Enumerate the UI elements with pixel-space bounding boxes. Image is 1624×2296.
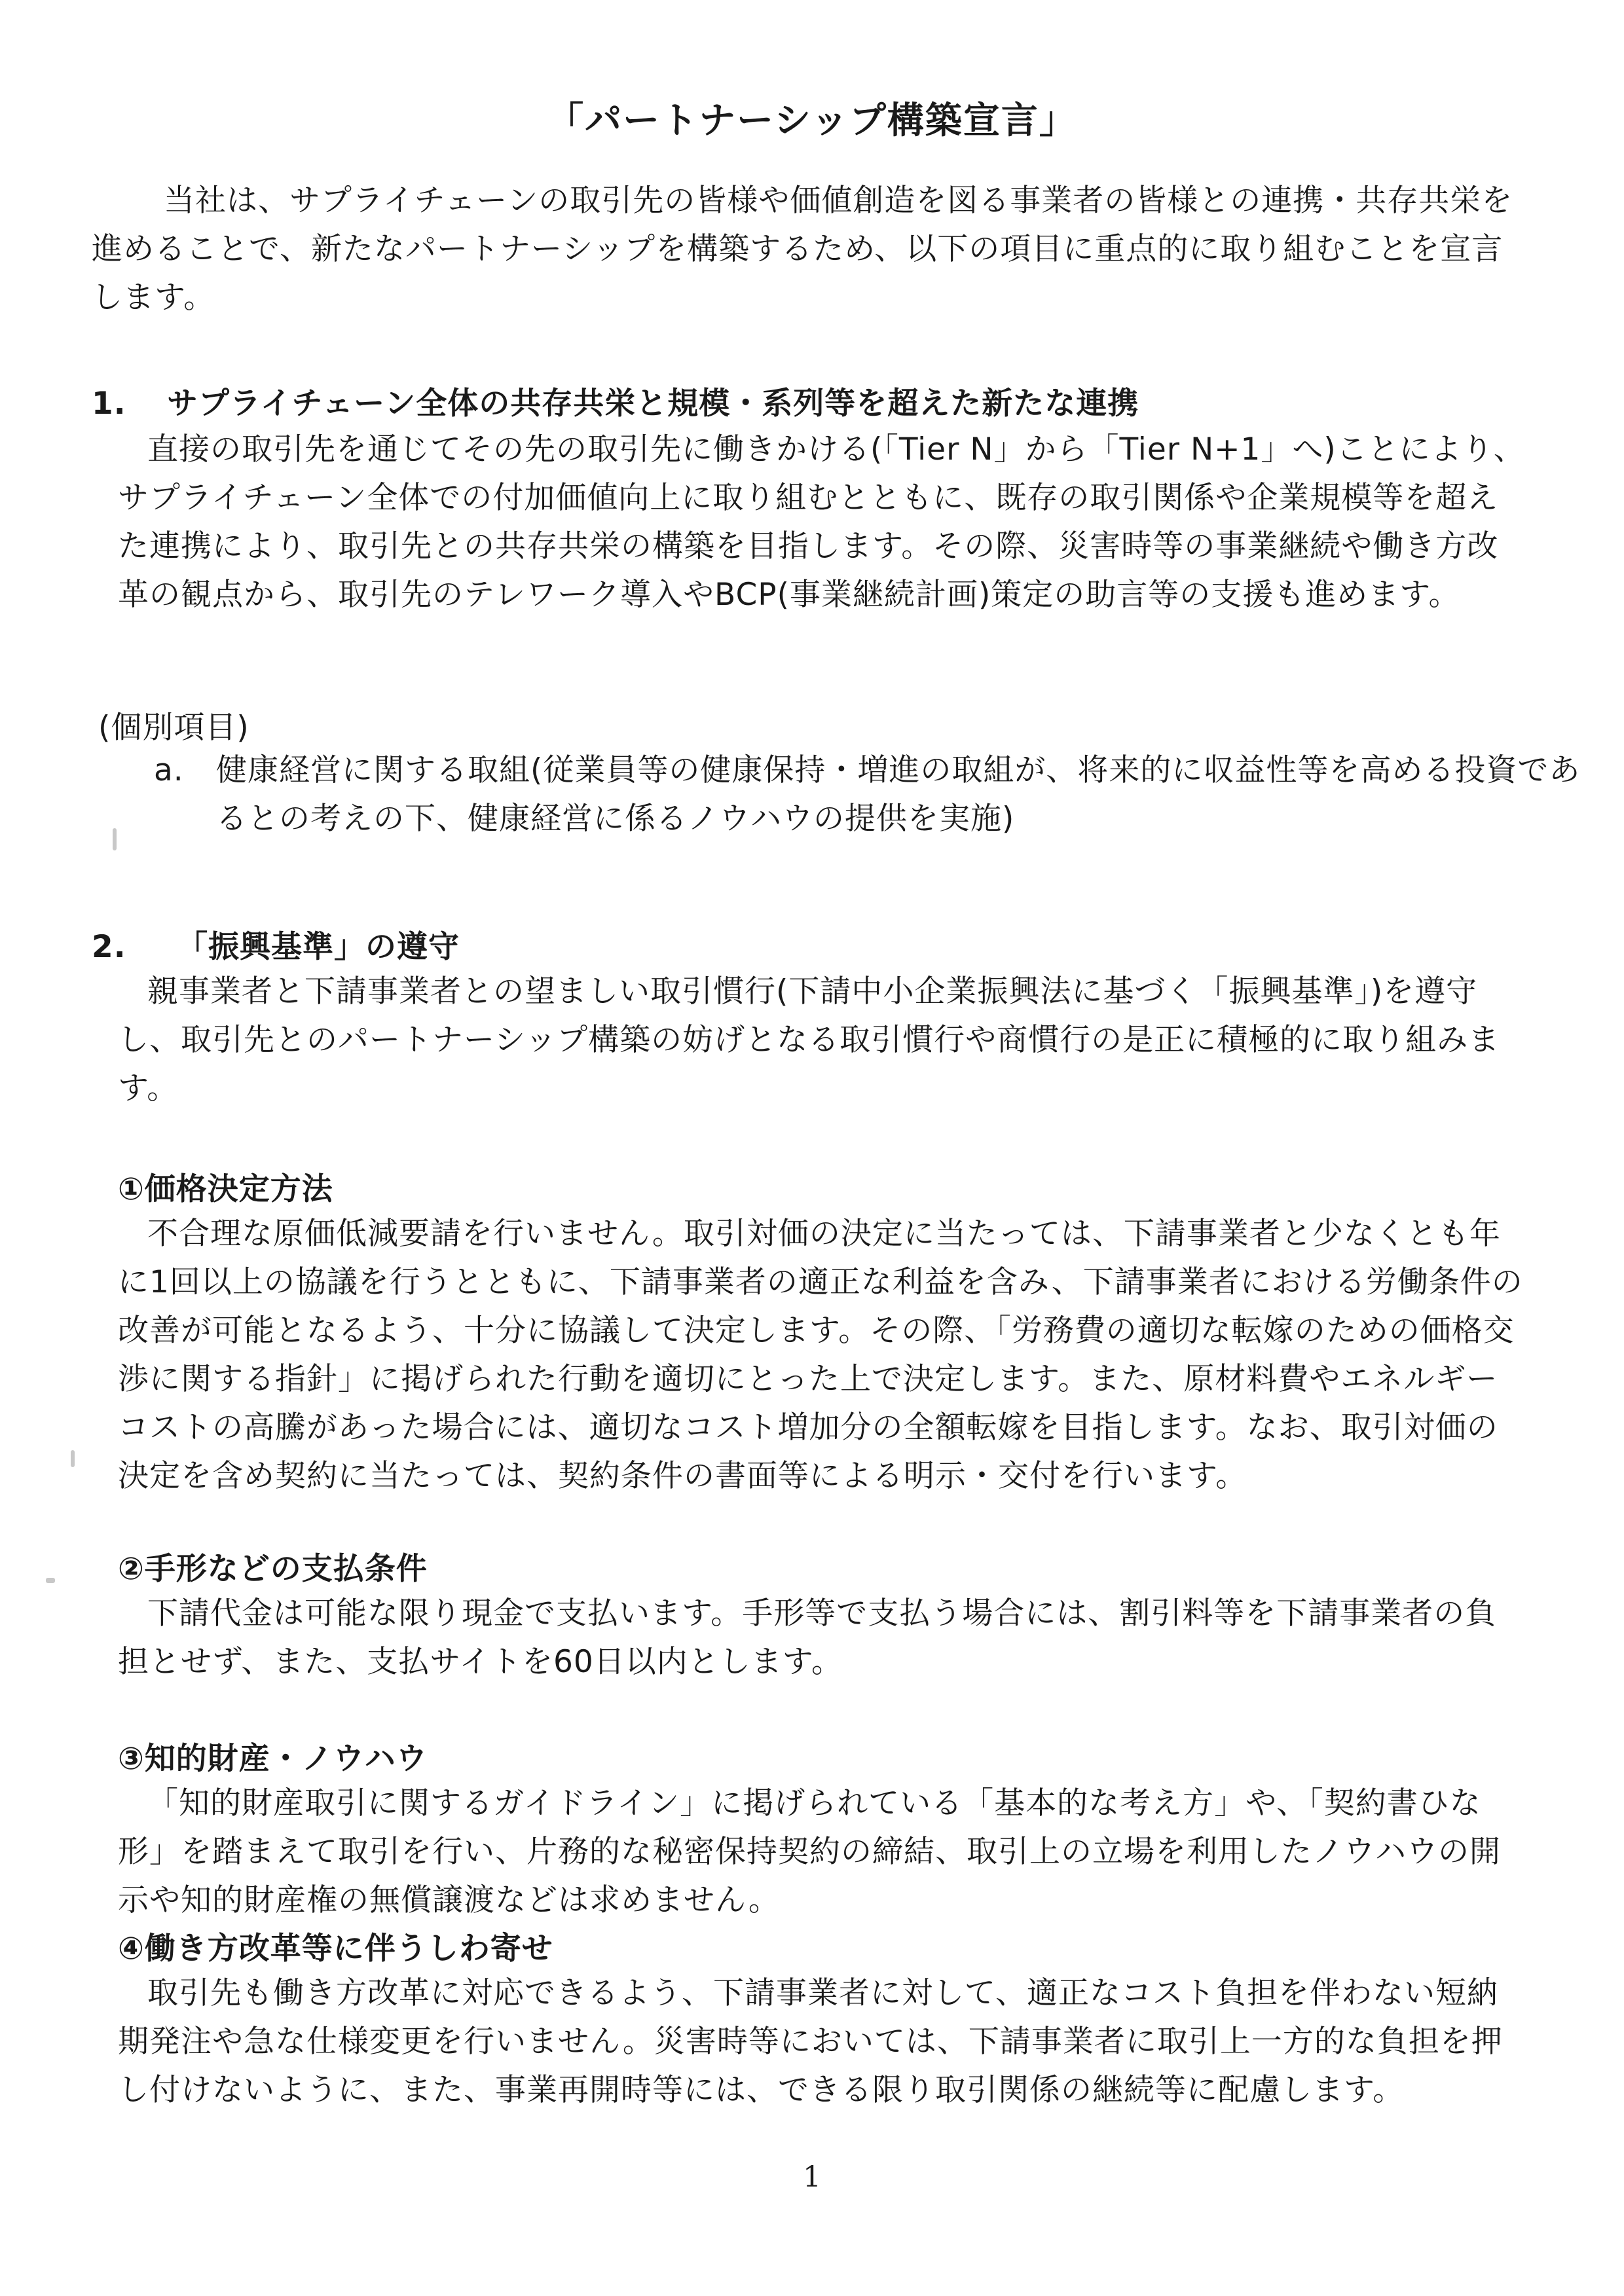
section-1-number: 1. [92,386,126,422]
section-2-number: 2. [92,929,126,965]
list-item-a [154,746,1585,843]
scan-artifact [113,828,117,850]
list-item-a-marker: a. [154,752,184,788]
list-item-a-text: 健康経営に関する取組(従業員等の健康保持・増進の取組が、将来的に収益性等を高める投資であるとの考えの下、健康経営に係るノウハウの提供を実施) [216,752,1581,837]
page-title: 「パートナーシップ構築宣言」 [547,100,1077,142]
subsection-4-body: 取引先も働き方改革に対応できるよう、下請事業者に対して、適正なコスト負担を伴わない短納期発注や急な仕様変更を行いません。災害時等においては、下請事業者に取引上一方的な負担を押し付けないように、また、事業再開時等には、できる限り取引関係の継続等に配慮します。 [118,1975,1503,2108]
subsection-4-heading: ④働き方改革等に伴うしわ寄せ [118,1931,553,1967]
subsection-3-body: 「知的財産取引に関するガイドライン」に掲げられている「基本的な考え方」や、「契約書ひな形」を踏まえて取引を行い、片務的な秘密保持契約の締結、取引上の立場を利用したノウハウの開示や知的財産権の無償譲渡などは求めません。 [118,1785,1501,1918]
subsection-1-body: 不合理な原価低減要請を行いません。取引対価の決定に当たっては、下請事業者と少なくとも年に1回以上の協議を行うとともに、下請事業者の適正な利益を含み、下請事業者における労働条件の改善が可能となるよう、十分に協議して決定します。その際、「労務費の適切な転嫁のための価格交渉に関する指針」に掲げられた行動を適切にとった上で決定します。また、原材料費やエネルギーコストの高騰があった場合には、適切なコスト増加分の全額転嫁を目指します。なお、取引対価の決定を含め契約に当たっては、契約条件の書面等による明示・交付を行います。 [118,1216,1523,1494]
subsection-2-body: 下請代金は可能な限り現金で支払います。手形等で支払う場合には、割引料等を下請事業者の負担とせず、また、支払サイトを60日以内とします。 [118,1595,1497,1680]
scan-artifact [71,1450,75,1467]
section-1-title: サプライチェーン全体の共存共栄と規模・系列等を超えた新たな連携 [167,386,1139,422]
section-1-body: 直接の取引先を通じてその先の取引先に働きかける(「Tier N」から「Tier N+1」へ)ことにより、サプライチェーン全体での付加価値向上に取り組むとともに、既存の取引関係や企業規模等を超えた連携により、取引先との共存共栄の構築を目指します。その際、災害時等の事業継続や働き方改革の観点から、取引先のテレワーク導入やBCP(事業継続計画)策定の助言等の支援も進めます。 [118,431,1525,613]
page-number: 1 [803,2160,821,2194]
section-2-body: 親事業者と下請事業者との望ましい取引慣行(下請中小企業振興法に基づく「振興基準」)を遵守し、取引先とのパートナーシップ構築の妨げとなる取引慣行や商慣行の是正に積極的に取り組みます。 [118,974,1500,1106]
section-2-heading [92,923,460,972]
subsection-2-heading: ②手形などの支払条件 [118,1551,428,1587]
subsection-1-heading: ①価格決定方法 [118,1171,333,1207]
intro-paragraph: 当社は、サプライチェーンの取引先の皆様や価値創造を図る事業者の皆様との連携・共存共栄を進めることで、新たなパートナーシップを構築するため、以下の項目に重点的に取り組むことを宣言します。 [92,183,1513,316]
individual-items-label: (個別項目) [98,710,249,746]
scan-artifact [46,1578,55,1583]
section-1-heading [92,380,1139,428]
subsection-3-heading: ③知的財産・ノウハウ [118,1741,428,1777]
section-2-title: 「振興基準」の遵守 [177,929,460,965]
